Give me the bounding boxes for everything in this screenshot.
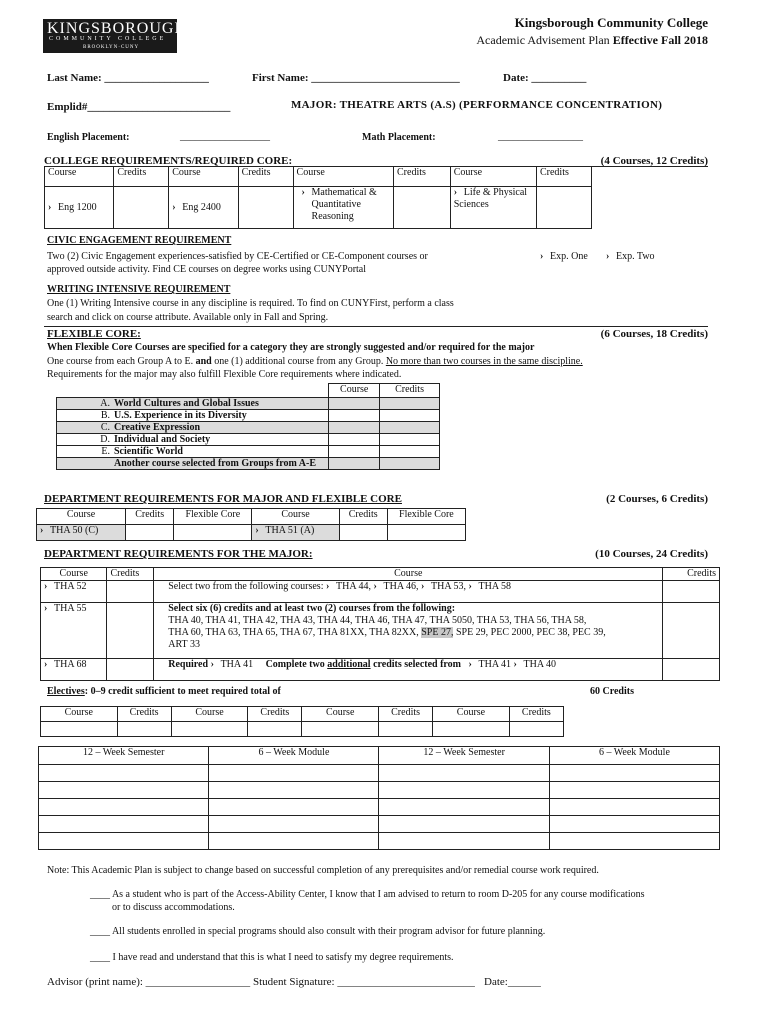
r3-tha: THA 41 — [220, 659, 254, 670]
semester-cell[interactable] — [379, 782, 549, 799]
table-cell — [252, 525, 339, 541]
semester-cell[interactable] — [209, 833, 379, 850]
english-placement-field[interactable]: __________________ — [180, 131, 270, 142]
signature-date-field[interactable]: Date:______ — [484, 976, 541, 988]
col-header: Credits — [536, 167, 591, 187]
ack-read-understand[interactable]: ____ I have read and understand that this is what I need to satisfy my degree requirements. — [90, 952, 454, 963]
r2-line3c: SPE 29, PEC 2000, PEC 38, PEC 39, — [455, 627, 606, 638]
col-header: Flexible Core — [387, 509, 465, 525]
elective-credits-cell[interactable] — [509, 722, 563, 737]
course-cell[interactable] — [329, 434, 380, 446]
r1-opt[interactable]: THA 46, — [383, 581, 419, 592]
r3-text2: additional — [327, 659, 371, 670]
semester-cell[interactable] — [549, 833, 719, 850]
table-cell — [450, 187, 536, 229]
table-header-row — [57, 384, 440, 398]
semester-cell[interactable] — [379, 833, 549, 850]
r1-text: Select two from the following courses: — [168, 581, 324, 592]
col-header: Course — [41, 568, 107, 581]
col-header: Credits — [509, 707, 563, 722]
col-header: 6 – Week Module — [209, 747, 379, 765]
last-name-field[interactable]: Last Name: ___________________ — [47, 72, 209, 84]
credits-cell[interactable] — [536, 187, 591, 229]
col-header: Course — [169, 167, 238, 187]
college-req-table — [44, 166, 592, 229]
col-header: Credits — [663, 568, 720, 581]
bullet-icon: › — [172, 202, 176, 213]
divider — [44, 326, 708, 327]
dept-flex-title: DEPARTMENT REQUIREMENTS FOR MAJOR AND FLEXIBLE CORE — [44, 493, 402, 505]
table-row — [57, 410, 440, 422]
flex-core-cell[interactable] — [174, 525, 252, 541]
flex-line2-d: No more than two courses in the same discipline. — [385, 356, 583, 367]
credits-cell[interactable] — [380, 458, 440, 470]
flex-line2 — [47, 356, 583, 367]
r1-opt[interactable]: THA 58 — [478, 581, 511, 592]
table-cell — [154, 603, 663, 659]
group-name: Another course selected from Groups from A-E — [114, 458, 317, 469]
bullet-icon: › — [255, 525, 259, 536]
semester-cell[interactable] — [549, 765, 719, 782]
table-row — [45, 187, 592, 229]
plan-title — [476, 33, 708, 48]
bullet-icon: › — [301, 187, 305, 198]
table-header-row — [41, 568, 720, 581]
table-header-row — [45, 167, 592, 187]
r3-text1: Complete two — [265, 659, 325, 670]
r3-required: Required — [168, 659, 209, 670]
bullet-icon: › — [468, 659, 472, 670]
group-name: Individual and Society — [114, 434, 211, 445]
writing-line1: One (1) Writing Intensive course in any discipline is required. To find on CUNYFirst, perform a class — [47, 298, 454, 309]
table-row — [41, 659, 720, 681]
dept-flex-table — [36, 508, 466, 541]
semester-cell[interactable] — [209, 765, 379, 782]
r3-opt[interactable]: THA 40 — [523, 659, 557, 670]
r2-line4: ART 33 — [168, 639, 200, 650]
group-name: U.S. Experience in its Diversity — [114, 410, 247, 421]
semester-cell[interactable] — [39, 782, 209, 799]
credits-cell[interactable] — [107, 603, 154, 659]
date-field[interactable]: Date: __________ — [503, 72, 587, 84]
r2-line3b: SPE 27, — [421, 627, 454, 638]
col-header: Course — [433, 707, 510, 722]
credits-cell[interactable] — [126, 525, 174, 541]
civic-exp-one-label: Exp. One — [550, 251, 588, 262]
table-row — [39, 799, 720, 816]
bullet-icon: › — [373, 581, 377, 592]
table-cell — [169, 187, 238, 229]
col-header: Credits — [114, 167, 169, 187]
logo-main-text: KINGSBOROUGH — [47, 20, 188, 37]
col-header: Course — [450, 167, 536, 187]
flex-line2-c: one (1) additional course from any Group. — [214, 356, 384, 367]
flex-line2-b: and — [195, 356, 212, 367]
logo-tag-text: BROOKLYN·CUNY — [83, 45, 140, 50]
writing-title: WRITING INTENSIVE REQUIREMENT — [47, 284, 231, 295]
table-cell — [293, 187, 393, 229]
advisor-name-field[interactable]: Advisor (print name): ___________________ — [47, 976, 251, 988]
table-header-row — [37, 509, 466, 525]
dept-flex-summary: (2 Courses, 6 Credits) — [606, 493, 708, 505]
table-cell — [45, 187, 114, 229]
flex-core-cell[interactable] — [387, 525, 465, 541]
credits-cell[interactable] — [380, 410, 440, 422]
bullet-icon: › — [40, 525, 44, 536]
credits-cell[interactable] — [663, 659, 720, 681]
group-key: E. — [101, 446, 110, 457]
civic-title: CIVIC ENGAGEMENT REQUIREMENT — [47, 235, 232, 246]
col-header: Course — [154, 568, 663, 581]
college-req-title: COLLEGE REQUIREMENTS/REQUIRED CORE: — [44, 155, 293, 167]
footer-note: Note: This Academic Plan is subject to change based on successful completion of any prerequisites and/or remedial course work required. — [47, 865, 599, 876]
r2-line3a: THA 60, THA 63, THA 65, THA 67, THA 81XX, THA 82XX, — [168, 627, 419, 638]
group-key: B. — [100, 410, 110, 421]
table-cell — [37, 525, 126, 541]
elective-credits-cell[interactable] — [248, 722, 302, 737]
col-header: 12 – Week Semester — [379, 747, 549, 765]
table-row — [57, 422, 440, 434]
r1-opt[interactable]: THA 44, — [335, 581, 371, 592]
electives-text: : 0–9 credit sufficient to meet required total of — [84, 686, 281, 697]
credits-cell[interactable] — [394, 187, 451, 229]
table-row — [41, 722, 564, 737]
bullet-icon: › — [468, 581, 472, 592]
semester-cell[interactable] — [209, 782, 379, 799]
col-header: Credits — [238, 167, 293, 187]
r3-text3: credits selected from — [373, 659, 462, 670]
col-header: Credits — [394, 167, 451, 187]
group-name: Creative Expression — [114, 422, 201, 433]
table-row — [57, 398, 440, 410]
table-cell — [154, 659, 663, 681]
ack-special-programs[interactable]: ____ All students enrolled in special programs should also consult with their program advisor for future planning. — [90, 926, 546, 937]
semester-cell[interactable] — [39, 765, 209, 782]
col-header: 12 – Week Semester — [39, 747, 209, 765]
table-row — [57, 434, 440, 446]
student-signature-field[interactable]: Student Signature: _________________________ — [253, 976, 475, 988]
table-cell — [57, 410, 329, 422]
course-eng-2400: Eng 2400 — [182, 202, 221, 213]
semester-cell[interactable] — [379, 816, 549, 833]
elective-course-cell[interactable] — [171, 722, 248, 737]
semester-cell[interactable] — [379, 799, 549, 816]
electives-line — [47, 686, 281, 697]
table-row — [57, 458, 440, 470]
course-tha-55: THA 55 — [54, 603, 87, 614]
table-row — [41, 581, 720, 603]
table-header-row — [41, 707, 564, 722]
col-header: Credits — [378, 707, 432, 722]
flex-core-title: FLEXIBLE CORE: — [47, 328, 141, 340]
semester-cell[interactable] — [549, 816, 719, 833]
bullet-icon: › — [325, 581, 330, 592]
flex-core-summary: (6 Courses, 18 Credits) — [600, 328, 708, 340]
civic-exp-one[interactable] — [540, 251, 588, 262]
table-row — [57, 446, 440, 458]
table-cell — [41, 659, 107, 681]
flex-core-table — [56, 383, 440, 470]
bullet-icon: › — [453, 187, 458, 198]
english-placement-label: English Placement: — [47, 132, 130, 143]
ack-access-ability-cont: or to discuss accommodations. — [112, 902, 235, 913]
table-header-row — [39, 747, 720, 765]
plan-effective: Effective Fall 2018 — [612, 33, 708, 47]
group-key: A. — [100, 398, 110, 409]
course-math-quant: Mathematical & Quantitative Reasoning — [311, 187, 377, 222]
r2-line3 — [168, 627, 659, 639]
math-placement-label: Math Placement: — [362, 132, 436, 143]
semester-cell[interactable] — [209, 816, 379, 833]
college-logo — [43, 19, 188, 53]
dept-major-summary: (10 Courses, 24 Credits) — [595, 548, 708, 560]
course-cell[interactable] — [329, 398, 380, 410]
r2-line1: Select six (6) credits and at least two (2) courses from the following: — [168, 603, 456, 614]
col-header: Course — [302, 707, 379, 722]
bullet-icon: › — [48, 202, 52, 213]
course-tha-68: THA 68 — [54, 659, 87, 670]
table-row — [39, 816, 720, 833]
elective-credits-cell[interactable] — [117, 722, 171, 737]
credits-cell[interactable] — [380, 398, 440, 410]
civic-line2: approved outside activity. Find CE courses on degree works using CUNYPortal — [47, 264, 367, 275]
table-cell — [57, 434, 329, 446]
bullet-icon: › — [44, 581, 48, 592]
table-row — [37, 525, 466, 541]
emplid-field[interactable]: Emplid#__________________________ — [47, 101, 231, 113]
col-header: Credits — [117, 707, 171, 722]
elective-course-cell[interactable] — [433, 722, 510, 737]
semester-cell[interactable] — [549, 799, 719, 816]
table-row — [39, 782, 720, 799]
semester-table — [38, 746, 720, 850]
table-cell — [57, 398, 329, 410]
r1-opt[interactable]: THA 53, — [430, 581, 466, 592]
first-name-field[interactable]: First Name: ___________________________ — [252, 72, 460, 84]
credits-cell[interactable] — [380, 434, 440, 446]
col-header: Course — [171, 707, 248, 722]
course-tha-52: THA 52 — [54, 581, 87, 592]
credits-cell[interactable] — [114, 187, 169, 229]
col-header: Credits — [126, 509, 174, 525]
electives-total: 60 Credits — [590, 686, 634, 697]
flex-line2-a: One course from each Group A to E. — [47, 356, 194, 367]
col-header: Credits — [339, 509, 387, 525]
semester-cell[interactable] — [209, 799, 379, 816]
semester-cell[interactable] — [379, 765, 549, 782]
group-name: World Cultures and Global Issues — [114, 398, 259, 409]
table-cell — [57, 458, 329, 470]
course-tha-51: THA 51 (A) — [265, 525, 315, 536]
bullet-icon: › — [540, 251, 544, 262]
col-header: Course — [41, 707, 118, 722]
col-header: Credits — [380, 384, 440, 398]
course-life-physical: Life & Physical Sciences — [453, 187, 528, 210]
col-header: Credits — [107, 568, 154, 581]
electives-label: Electives — [47, 686, 85, 697]
semester-cell[interactable] — [39, 816, 209, 833]
table-cell — [57, 384, 329, 398]
civic-line1: Two (2) Civic Engagement experiences-satisfied by CE-Certified or CE-Component courses or — [47, 251, 428, 262]
col-header: Course — [37, 509, 126, 525]
elective-course-cell[interactable] — [302, 722, 379, 737]
math-placement-field[interactable]: _________________ — [498, 131, 583, 142]
table-row — [41, 603, 720, 659]
col-header: Credits — [248, 707, 302, 722]
credits-cell[interactable] — [238, 187, 293, 229]
group-key: D. — [100, 434, 110, 445]
table-cell — [57, 446, 329, 458]
r2-line2: THA 40, THA 41, THA 42, THA 43, THA 44, THA 46, THA 47, THA 5050, THA 53, THA 56, THA 58, — [168, 615, 587, 626]
credits-cell[interactable] — [339, 525, 387, 541]
college-name: Kingsborough Community College — [514, 15, 708, 30]
table-cell — [57, 422, 329, 434]
bullet-icon: › — [210, 659, 214, 670]
credits-cell[interactable] — [380, 422, 440, 434]
credits-cell[interactable] — [663, 603, 720, 659]
semester-cell[interactable] — [39, 833, 209, 850]
course-cell[interactable] — [329, 458, 380, 470]
dept-major-title: DEPARTMENT REQUIREMENTS FOR THE MAJOR: — [44, 548, 313, 560]
dept-major-table — [40, 567, 720, 681]
table-cell — [154, 581, 663, 603]
bullet-icon: › — [606, 251, 610, 262]
course-cell[interactable] — [329, 410, 380, 422]
table-row — [39, 833, 720, 850]
major-title: MAJOR: THEATRE ARTS (A.S) (PERFORMANCE CONCENTRATION) — [291, 99, 663, 111]
table-cell — [41, 581, 107, 603]
semester-cell[interactable] — [39, 799, 209, 816]
writing-line2: search and click on course attribute. Available only in Fall and Spring. — [47, 312, 329, 323]
civic-exp-two[interactable] — [606, 251, 655, 262]
electives-table — [40, 706, 564, 737]
elective-credits-cell[interactable] — [378, 722, 432, 737]
credits-cell[interactable] — [380, 446, 440, 458]
col-header: Course — [45, 167, 114, 187]
course-eng-1200: Eng 1200 — [58, 202, 97, 213]
table-cell — [41, 603, 107, 659]
college-req-summary: (4 Courses, 12 Credits) — [600, 155, 708, 167]
logo-sub-text: COMMUNITY COLLEGE — [49, 36, 167, 42]
bullet-icon: › — [420, 581, 425, 592]
bullet-icon: › — [44, 659, 48, 670]
group-name: Scientific World — [114, 446, 183, 457]
credits-cell[interactable] — [107, 659, 154, 681]
credits-cell[interactable] — [107, 581, 154, 603]
course-cell[interactable] — [329, 446, 380, 458]
r3-opt[interactable]: THA 41 — [478, 659, 512, 670]
course-cell[interactable] — [329, 422, 380, 434]
course-tha-50: THA 50 (C) — [50, 525, 99, 536]
flex-line1: When Flexible Core Courses are specified for a category they are strongly suggested and/or required for the major — [47, 342, 535, 353]
plan-title-text: Academic Advisement Plan — [476, 33, 610, 47]
semester-cell[interactable] — [549, 782, 719, 799]
group-key: C. — [100, 422, 110, 433]
col-header: Course — [293, 167, 393, 187]
col-header: Flexible Core — [174, 509, 252, 525]
flex-line3: Requirements for the major may also fulfill Flexible Core requirements where indicated. — [47, 369, 402, 380]
civic-exp-two-label: Exp. Two — [616, 251, 655, 262]
bullet-icon: › — [44, 603, 48, 614]
col-header: 6 – Week Module — [549, 747, 719, 765]
bullet-icon: › — [513, 659, 517, 670]
ack-access-ability[interactable]: ____ As a student who is part of the Access-Ability Center, I know that I am advised to return to room D-205 for any course modifications — [90, 889, 645, 900]
col-header: Course — [329, 384, 380, 398]
col-header: Course — [252, 509, 339, 525]
table-row — [39, 765, 720, 782]
elective-course-cell[interactable] — [41, 722, 118, 737]
credits-cell[interactable] — [663, 581, 720, 603]
